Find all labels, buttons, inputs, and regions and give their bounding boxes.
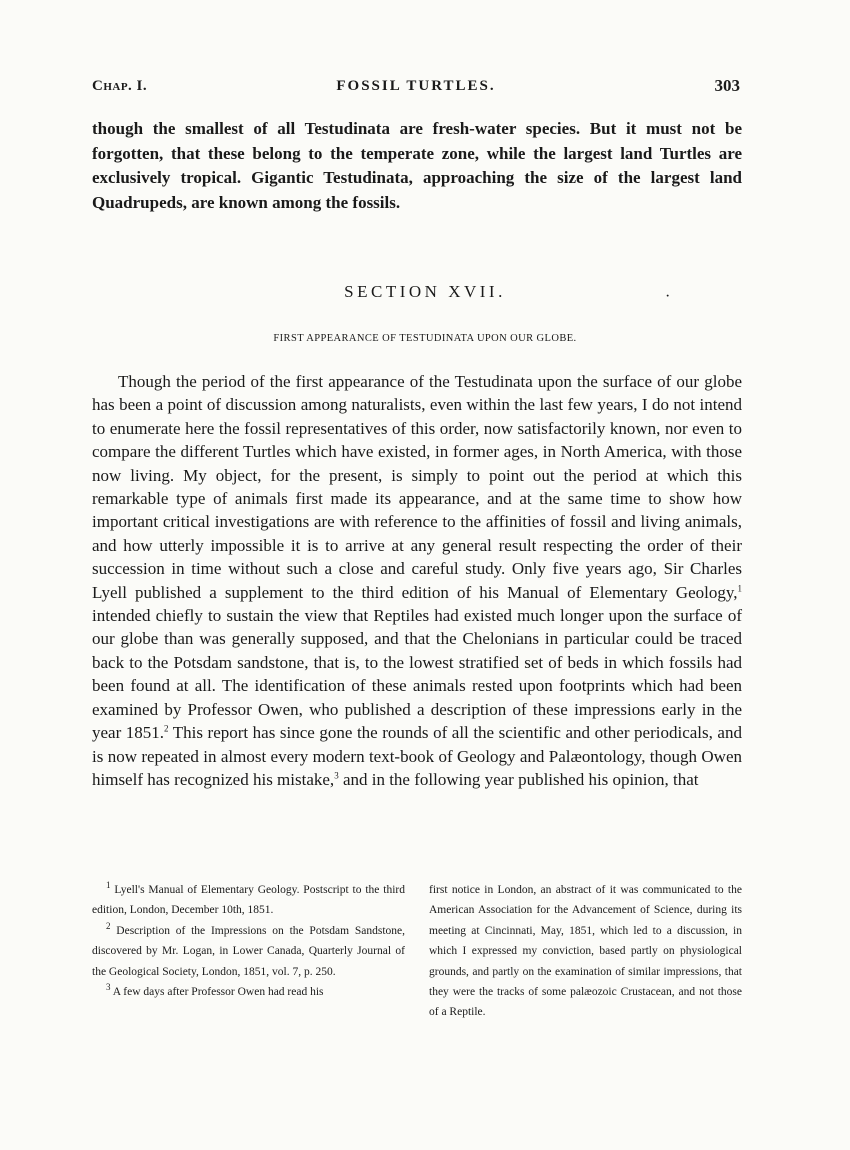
running-head bbox=[92, 76, 740, 100]
body-part-3: This report has since gone the rounds of all the scientific and other periodicals, and is now repeated in almost every modern text-book of Geology and Palæontology, though Owen himself has recognized his mistake, bbox=[92, 723, 742, 789]
footnote-1 bbox=[92, 880, 405, 921]
main-text bbox=[92, 370, 742, 791]
footnote-ref-1: 1 bbox=[737, 583, 742, 593]
footnote-1-mark: 1 bbox=[106, 880, 111, 891]
footnote-2-mark: 2 bbox=[106, 920, 111, 931]
running-title: FOSSIL TURTLES. bbox=[336, 78, 496, 94]
intro-text: though the smallest of all Testudinata are fresh-water species. But it must not be forgotten, that these belong to the temperate zone, while the largest land Turtles are exclusively tropical. Gigantic Testudinata, approaching the size of the largest land Quadrupeds, are known among the fossils. bbox=[92, 119, 742, 212]
main-paragraph bbox=[92, 370, 742, 791]
body-part-1: Though the period of the first appearance of the Testudinata upon the surface of our globe has been a point of discussion among naturalists, even within the last few years, I do not intend to enumerate here the fossil representatives of this order, now satisfactorily known, nor even to compare the different Turtles which have existed, in former ages, in North America, with those now living. My object, for the present, is simply to point out the period at which this remarkable type of animals first made its appearance, and at the same time to show how important critical investigations are with reference to the affinities of fossil and living animals, and how utterly impossible it is to arrive at any general result respecting the order of their succession in time without such a close and careful study. Only five years ago, Sir Charles Lyell published a supplement to the third edition of his Manual of Elementary Geology, bbox=[92, 372, 742, 602]
footnote-3-text: A few days after Professor Owen had read his bbox=[110, 986, 324, 999]
footnote-3-continued: first notice in London, an abstract of it was communicated to the American Association for the Advancement of Science, during its meeting at Cincinnati, May, 1851, which led to a discussion, in which I expressed my conviction, based partly on physiological grounds, and partly on the examination of similar impressions, that they were the tracks of some palæozoic Crustacean, and not those of a Reptile. bbox=[429, 884, 742, 1019]
stray-dot-mark: · bbox=[665, 288, 671, 305]
footnote-3-mark: 3 bbox=[106, 982, 111, 993]
footnote-2 bbox=[92, 921, 405, 982]
footnotes-right-column bbox=[429, 880, 742, 1023]
section-subtitle: FIRST APPEARANCE OF TESTUDINATA UPON OUR GLOBE. bbox=[273, 333, 577, 344]
page-number: 303 bbox=[714, 76, 740, 95]
footnote-2-text: Description of the Impressions on the Potsdam Sandstone, discovered by Mr. Logan, in Lower Canada, Quarterly Journal of the Geological Society, London, 1851, vol. 7, p. 250. bbox=[92, 924, 405, 978]
footnotes-left-column bbox=[92, 880, 405, 1002]
intro-paragraph bbox=[92, 117, 742, 215]
body-part-4: and in the following year published his opinion, that bbox=[338, 769, 699, 789]
body-part-2: intended chiefly to sustain the view that Reptiles had existed much longer upon the surface of our globe than was generally supposed, and that the Chelonians in particular could be traced back to the Potsdam sandstone, that is, to the lowest stratified set of beds in which fossils had been found at all. The identification of these animals rested upon footprints which had been examined by Professor Owen, who published a description of these impressions early in the year 1851. bbox=[92, 606, 742, 743]
footnote-1-text: Lyell's Manual of Elementary Geology. Postscript to the third edition, London, December 10th, 1851. bbox=[92, 884, 405, 917]
footnote-3 bbox=[92, 982, 405, 1002]
chapter-label: Chap. I. bbox=[92, 78, 148, 94]
section-title: SECTION XVII. bbox=[344, 282, 506, 301]
footnote-ref-3: 3 bbox=[334, 770, 339, 781]
footnote-ref-2: 2 bbox=[164, 723, 169, 734]
